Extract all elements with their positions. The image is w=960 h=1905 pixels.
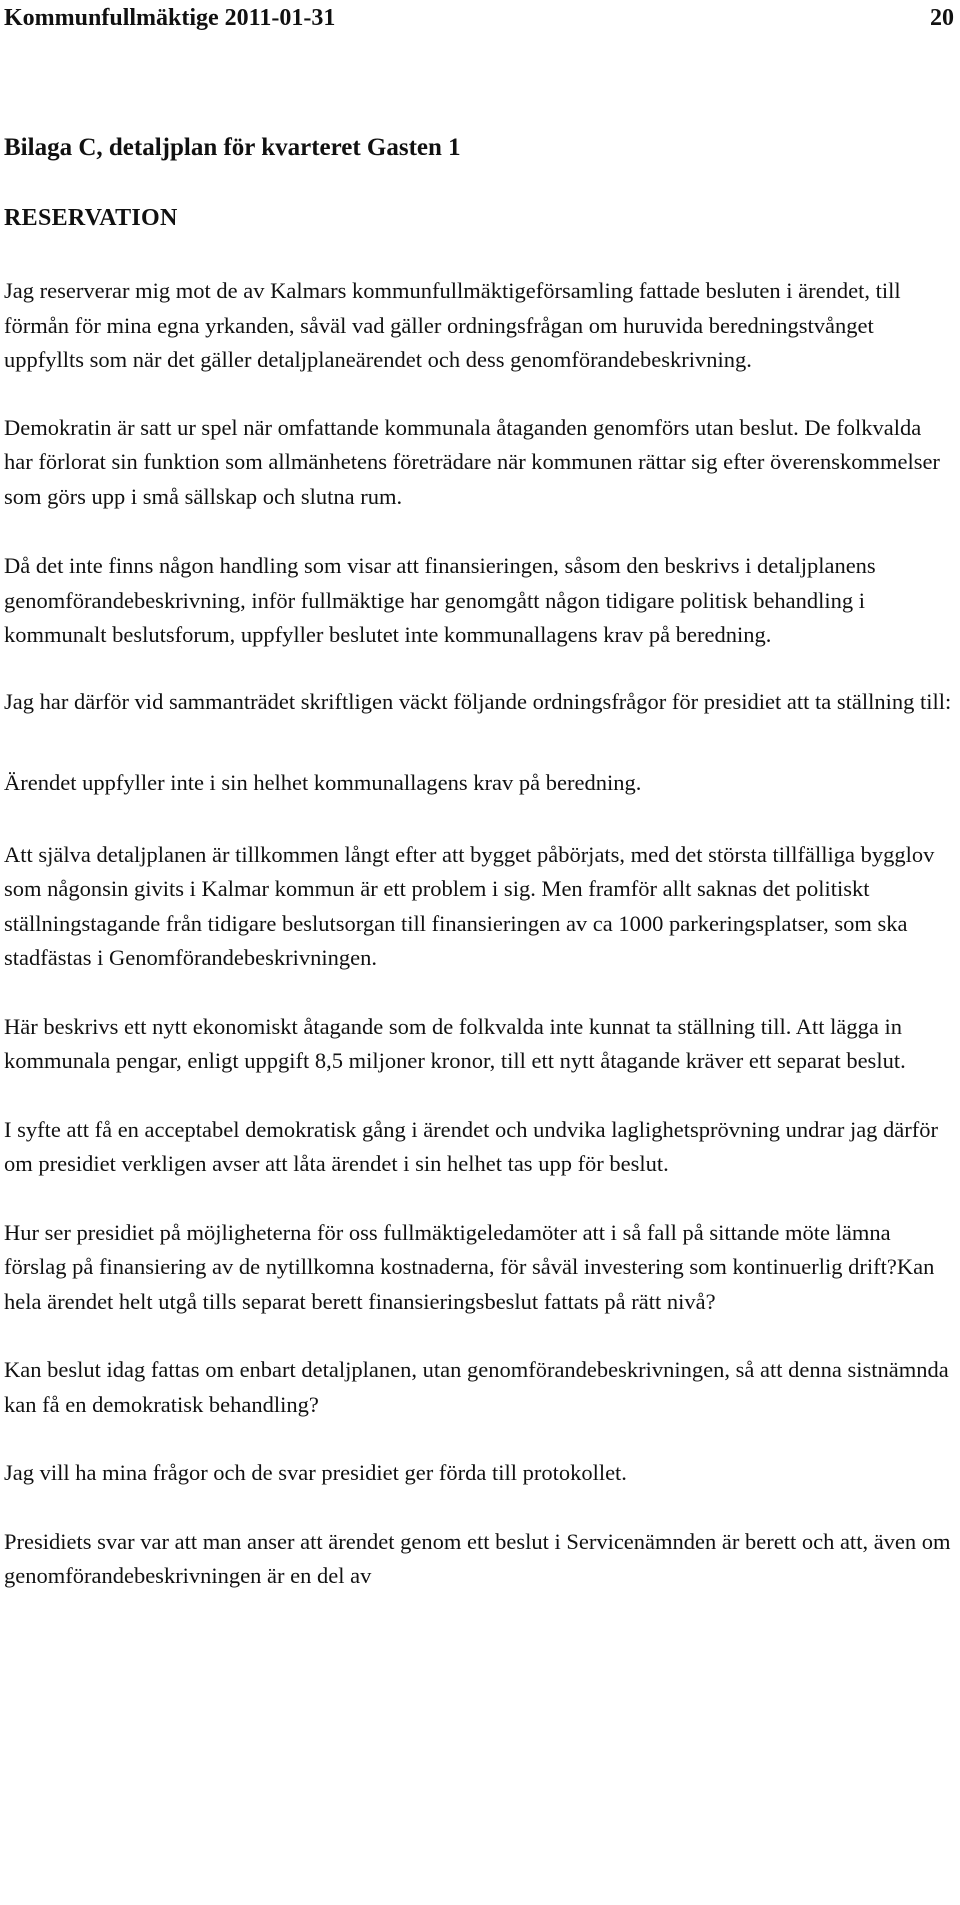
paragraph: Jag har därför vid sammanträdet skriftligen väckt följande ordningsfrågor för presidiet att ta ställning till: xyxy=(4,688,952,714)
paragraph: Att själva detaljplanen är tillkommen långt efter att bygget påbörjats, med det största tillfälliga bygglov som någonsin givits i Kalmar kommun är ett problem i sig. Men framför allt saknas det politiskt ställningstagande från tidigare beslutsorgan till finansieringen av ca 1000 parkeringsplatser, som ska stadfästas i Genomförandebeskrivningen. xyxy=(4,841,935,970)
paragraph: Hur ser presidiet på möjligheterna för oss fullmäktigeledamöter att i så fall på sittande möte lämna förslag på finansiering av de nytillkomna kostnaderna, för såväl investering som kontinuerlig drift?Kan hela ärendet helt utgå tills separat berett finansieringsbeslut fattats på rätt nivå? xyxy=(4,1219,935,1314)
page-header xyxy=(4,0,954,36)
paragraph: Då det inte finns någon handling som visar att finansieringen, såsom den beskrivs i detaljplanens genomförandebeskrivning, inför fullmäktige har genomgått någon tidigare politisk behandling i kommunalt beslutsforum, uppfyller beslutet inte kommunallagens krav på beredning. xyxy=(4,553,876,647)
page-number: 20 xyxy=(930,4,954,31)
document-heading: Bilaga C, detaljplan för kvarteret Gasten 1 xyxy=(4,134,461,161)
section-label: RESERVATION xyxy=(4,205,178,231)
document-body xyxy=(4,274,954,1594)
header-title: Kommunfullmäktige 2011-01-31 xyxy=(4,4,336,31)
paragraph: Här beskrivs ett nytt ekonomiskt åtagande som de folkvalda inte kunnat ta ställning till. Att lägga in kommunala pengar, enligt uppgift 8,5 miljoner kronor, till ett nytt åtagande kräver ett separat beslut. xyxy=(4,1013,906,1073)
paragraph: Jag reserverar mig mot de av Kalmars kommunfullmäktigeförsamling fattade besluten i ärendet, till förmån för mina egna yrkanden, såväl vad gäller ordningsfrågan om huruvida beredningstvånget uppfyllts som när det gäller detaljplaneärendet och dess genomförandebeskrivning. xyxy=(4,278,901,372)
paragraph: Jag vill ha mina frågor och de svar presidiet ger förda till protokollet. xyxy=(4,1460,627,1485)
paragraph: Kan beslut idag fattas om enbart detaljplanen, utan genomförandebeskrivningen, så att denna sistnämnda kan få en demokratisk behandling? xyxy=(4,1357,949,1417)
paragraph: Presidiets svar var att man anser att ärendet genom ett beslut i Servicenämnden är berett och att, även om genomförandebeskrivningen är en del av xyxy=(4,1528,951,1588)
paragraph: Ärendet uppfyller inte i sin helhet kommunallagens krav på beredning. xyxy=(4,770,642,795)
paragraph: I syfte att få en acceptabel demokratisk gång i ärendet och undvika laglighetsprövning undrar jag därför om presidiet verkligen avser att låta ärendet i sin helhet tas upp för beslut. xyxy=(4,1116,939,1176)
paragraph: Demokratin är satt ur spel när omfattande kommunala åtaganden genomförs utan beslut. De folkvalda har förlorat sin funktion som allmänhetens företrädare när kommunen rättar sig efter överenskommelser som görs upp i små sällskap och slutna rum. xyxy=(4,414,940,509)
